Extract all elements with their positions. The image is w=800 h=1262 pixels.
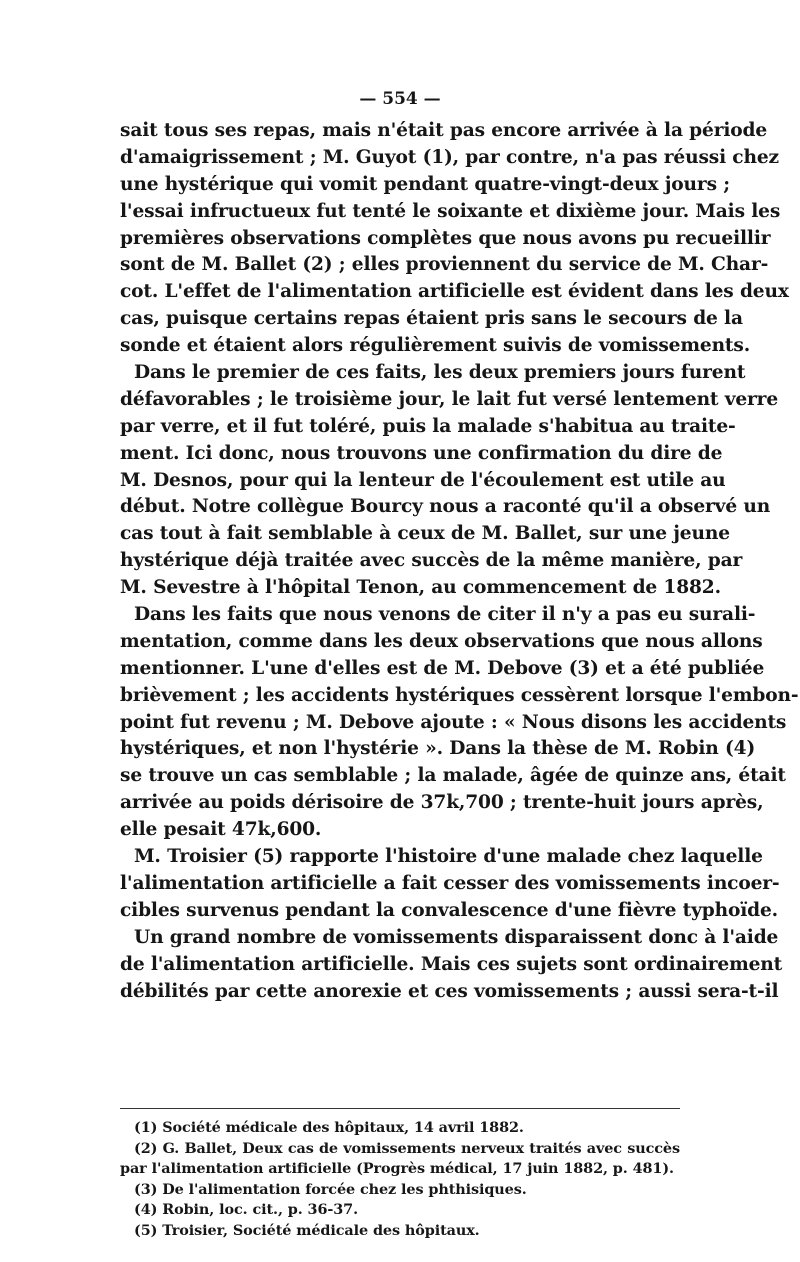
body-line: débilités par cette anorexie et ces vomissements ; aussi sera-t-il (120, 980, 779, 1002)
body-line: une hystérique qui vomit pendant quatre-vingt-deux jours ; (120, 173, 730, 195)
body-line: défavorables ; le troisième jour, le lait fut versé lentement verre (120, 388, 778, 410)
body-line: arrivée au poids dérisoire de 37k,700 ; trente-huit jours après, (120, 792, 764, 814)
footnote: (3) De l'alimentation forcée chez les phthisiques. (134, 1180, 527, 1198)
body-line: début. Notre collègue Bourcy nous a raconté qu'il a observé un (120, 496, 771, 518)
body-line: se trouve un cas semblable ; la malade, âgée de quinze ans, était (120, 765, 786, 787)
footnote: (5) Troisier, Société médicale des hôpitaux. (134, 1221, 480, 1239)
body-line: M. Sevestre à l'hôpital Tenon, au commencement de 1882. (120, 577, 721, 599)
footnote: par l'alimentation artificielle (Progrès médical, 17 juin 1882, p. 481). (120, 1160, 674, 1177)
body-line: cibles survenus pendant la convalescence d'une fièvre typhoïde. (120, 899, 778, 921)
body-line: cas, puisque certains repas étaient pris sans le secours de la (120, 308, 743, 330)
body-line: ment. Ici donc, nous trouvons une confirmation du dire de (120, 442, 723, 464)
footnote: (2) G. Ballet, Deux cas de vomissements nerveux traités avec succès (134, 1139, 680, 1157)
page-number: — 554 — (359, 89, 441, 109)
body-line: cas tout à fait semblable à ceux de M. Ballet, sur une jeune (120, 523, 730, 545)
body-line: Dans le premier de ces faits, les deux premiers jours furent (134, 362, 746, 384)
footnote: (4) Robin, loc. cit., p. 36-37. (134, 1201, 358, 1218)
body-line: de l'alimentation artificielle. Mais ces sujets sont ordinairement (120, 953, 783, 975)
body-text (120, 118, 799, 1005)
footnotes (120, 1118, 680, 1241)
body-line: hystériques, et non l'hystérie ». Dans la thèse de M. Robin (4) (120, 738, 756, 760)
body-line: M. Desnos, pour qui la lenteur de l'écoulement est utile au (120, 469, 726, 491)
body-line: sont de M. Ballet (2) ; elles proviennent du service de M. Char- (120, 254, 769, 276)
body-line: premières observations complètes que nous avons pu recueillir (120, 227, 771, 249)
body-line: sait tous ses repas, mais n'était pas encore arrivée à la période (120, 120, 768, 141)
body-line: d'amaigrissement ; M. Guyot (1), par contre, n'a pas réussi chez (120, 146, 779, 168)
body-line: l'essai infructueux fut tenté le soixante et dixième jour. Mais les (120, 200, 781, 222)
body-line: Un grand nombre de vomissements disparaissent donc à l'aide (134, 926, 779, 948)
footnote: (1) Société médicale des hôpitaux, 14 avril 1882. (134, 1119, 524, 1136)
body-line: mentionner. L'une d'elles est de M. Debove (3) et a été publiée (120, 657, 765, 679)
body-line: hystérique déjà traitée avec succès de la même manière, par (120, 550, 743, 572)
body-line: Dans les faits que nous venons de citer il n'y a pas eu surali- (134, 604, 756, 626)
footnote-divider (120, 1108, 680, 1109)
body-line: l'alimentation artificielle a fait cesser des vomissements incoer- (120, 872, 780, 894)
body-line: cot. L'effet de l'alimentation artificielle est évident dans les deux (120, 281, 789, 303)
body-line: brièvement ; les accidents hystériques cessèrent lorsque l'embon- (120, 684, 799, 706)
body-line: point fut revenu ; M. Debove ajoute : « Nous disons les accidents (120, 711, 787, 733)
body-line: par verre, et il fut toléré, puis la malade s'habitua au traite- (120, 415, 736, 437)
body-line: M. Troisier (5) rapporte l'histoire d'une malade chez laquelle (134, 846, 763, 868)
body-line: elle pesait 47k,600. (120, 819, 322, 841)
body-line: sonde et étaient alors régulièrement suivis de vomissements. (120, 335, 751, 357)
body-line: mentation, comme dans les deux observations que nous allons (120, 630, 763, 652)
